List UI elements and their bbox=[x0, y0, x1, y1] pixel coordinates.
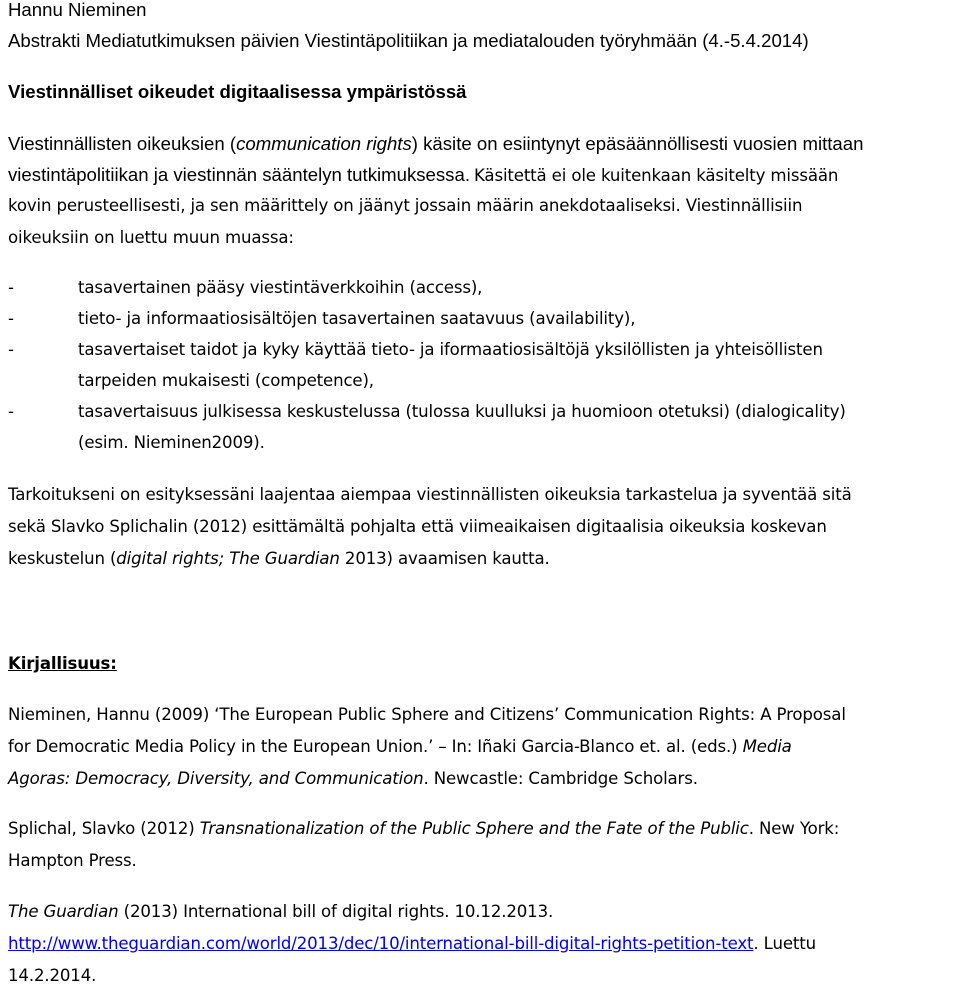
list-bullet: - bbox=[8, 402, 14, 421]
intro-text: Viestinnällisten oikeuksien ( bbox=[8, 133, 237, 154]
guardian-url-link[interactable]: http://www.theguardian.com/world/2013/dec/10/international-bill-digital-rights-petition-text bbox=[8, 934, 754, 953]
reference-3-line-3: 14.2.2014. bbox=[8, 966, 97, 985]
references-heading bbox=[8, 654, 117, 673]
reference-1-line-3 bbox=[8, 769, 698, 788]
reference-text: Splichal, Slavko (2012) bbox=[8, 819, 195, 838]
intro-text: Käsitettä ei ole kuitenkaan käsitelty missään bbox=[473, 166, 839, 185]
intro-line-3 bbox=[8, 196, 802, 215]
purpose-line-3 bbox=[8, 549, 550, 568]
intro-text: kovin perusteellisesti, ja sen määrittely on jäänyt jossain määrin anekdotaaliseksi. bbox=[8, 196, 681, 215]
intro-text: viestintäpolitiikan ja viestinnän sääntelyn tutkimuksessa. bbox=[8, 164, 470, 185]
reference-italic: The Guardian bbox=[8, 902, 119, 921]
reference-1-line-2 bbox=[8, 737, 792, 756]
intro-text: Viestinnällisiin bbox=[685, 196, 803, 215]
reference-italic: Agoras: Democracy, Diversity, and Communication bbox=[8, 769, 424, 788]
reference-2-line-2: Hampton Press. bbox=[8, 851, 137, 870]
purpose-text: keskustelun ( bbox=[8, 549, 117, 568]
intro-line-1 bbox=[8, 133, 863, 155]
reference-text: (2013) International bill of digital rights. 10.12.2013. bbox=[123, 902, 554, 921]
list-item-continuation: (esim. Nieminen2009). bbox=[78, 433, 265, 452]
reference-text: . Luettu bbox=[753, 934, 816, 953]
purpose-line-1: Tarkoitukseni on esityksessäni laajentaa aiempaa viestinnällisten oikeuksia tarkastelua ja syventää sitä bbox=[8, 485, 852, 504]
reference-text: . New York: bbox=[748, 819, 840, 838]
abstract-line: Abstrakti Mediatutkimuksen päivien Viestintäpolitiikan ja mediatalouden työryhmään (4.-5.4.2014) bbox=[8, 30, 809, 51]
intro-text: ) käsite on esiintynyt epäsäännöllisesti vuosien mittaan bbox=[411, 133, 864, 154]
reference-1-line-1: Nieminen, Hannu (2009) ‘The European Public Sphere and Citizens’ Communication Rights: A Proposal bbox=[8, 705, 846, 724]
purpose-term: digital rights; The Guardian bbox=[116, 549, 340, 568]
list-item: tasavertaisuus julkisessa keskustelussa (tulossa kuulluksi ja huomioon otetuksi) (dialogicality) bbox=[78, 402, 846, 421]
reference-italic: Media bbox=[742, 737, 792, 756]
purpose-line-2: sekä Slavko Splichalin (2012) esittämältä pohjalta että viimeaikaisen digitaalisia oikeuksia koskevan bbox=[8, 517, 827, 536]
purpose-text: 2013) avaamisen kautta. bbox=[339, 549, 550, 568]
list-item: tasavertaiset taidot ja kyky käyttää tieto- ja iformaatiosisältöjä yksilöllisten ja yhteisöllisten bbox=[78, 340, 823, 359]
list-item: tasavertainen pääsy viestintäverkkoihin (access), bbox=[78, 278, 483, 297]
document-title-text: Viestinnälliset oikeudet digitaalisessa ympäristössä bbox=[8, 81, 467, 102]
list-item: tieto- ja informaatiosisältöjen tasavertainen saatavuus (availability), bbox=[78, 309, 636, 328]
list-bullet: - bbox=[8, 278, 14, 297]
reference-text: . Newcastle: Cambridge Scholars. bbox=[423, 769, 698, 788]
reference-3-line-1 bbox=[8, 902, 553, 921]
list-item-continuation: tarpeiden mukaisesti (competence), bbox=[78, 371, 374, 390]
intro-line-2 bbox=[8, 164, 838, 186]
list-bullet: - bbox=[8, 309, 14, 328]
intro-line-4: oikeuksiin on luettu muun muassa: bbox=[8, 228, 294, 247]
references-heading-text: Kirjallisuus: bbox=[8, 654, 117, 673]
reference-italic: Transnationalization of the Public Sphere and the Fate of the Public bbox=[199, 819, 749, 838]
document-title bbox=[8, 81, 467, 103]
list-bullet: - bbox=[8, 340, 14, 359]
author-name: Hannu Nieminen bbox=[8, 0, 147, 20]
intro-term: communication rights bbox=[236, 133, 412, 154]
reference-3-line-2 bbox=[8, 934, 816, 953]
reference-2-line-1 bbox=[8, 819, 839, 838]
reference-text: for Democratic Media Policy in the European Union.’ – In: Iñaki Garcia-Blanco et. al. (eds.) bbox=[8, 737, 738, 756]
